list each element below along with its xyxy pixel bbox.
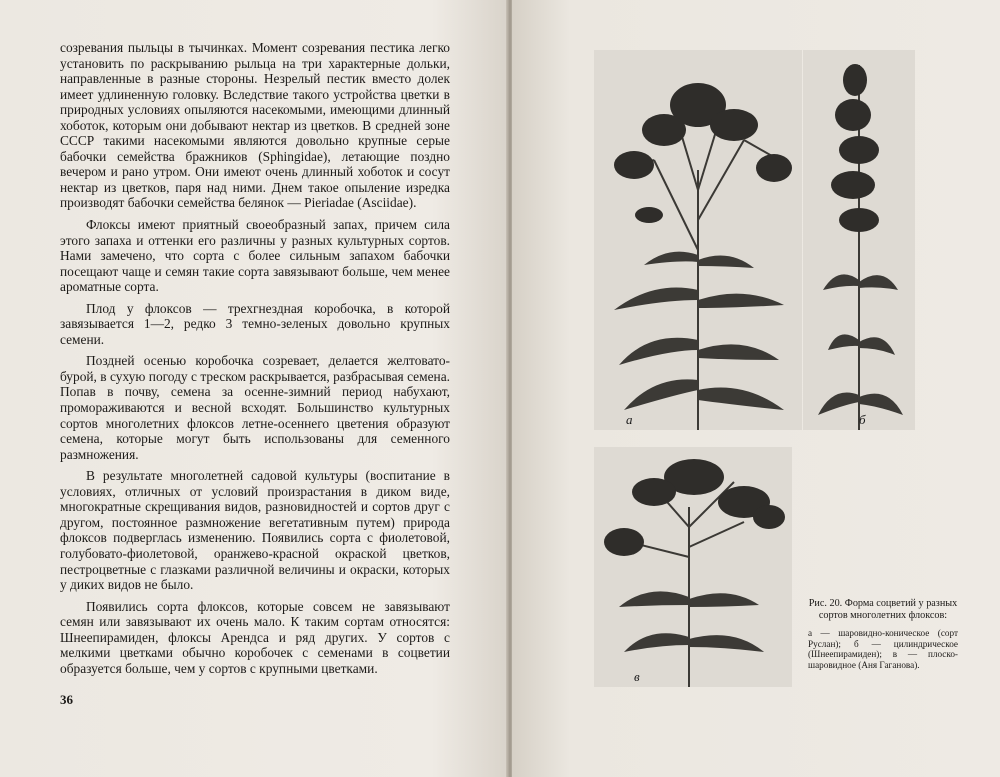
paragraph-6: Появились сорта флоксов, которые совсем не завязывают семян или завязывают их очень мало. К таким сортам относятся: Шнеепирамиден, флоксы Арендса и ряд других. У сортов с мелкими цветками обычно коробочек с семенами в соцветии образуется больше, чем у сортов с крупными цветками. bbox=[60, 598, 450, 676]
paragraph-5: В результате многолетней садовой культуры (воспитание в условиях, отличных от условий произрастания в диком виде, многократные скрещивания видов, разновидностей и сортов друг с другом, постоянное размножение вегетативным путем) природа флоксов подверглась изменению. Появились сорта с фиолетовой, голубовато-фиолетовой, оранжево-красной окраской цветков, пестроцветные с глазками различной величины и окраски, которых у диких видов не было. bbox=[60, 468, 450, 593]
paragraph-1: созревания пыльцы в тычинках. Момент созревания пестика легко установить по раскрыванию рыльца на три характерные дольки, направленные в разные стороны. Незрелый пестик вместо долек имеет удлиненную головку. Вследствие такого устройства цветки в природных условиях опыляются насекомыми, имеющими длинный хоботок, которым они добывают нектар из цветков. В средней зоне СССР такими насекомыми являются довольно крупные серые бабочки семейства бражников (Sphingidae), летающие поздно вечером и рано утром. Они имеют очень длинный хоботок и сосут нектар из цветков, паря над ними. Днем такое опыление изредка производят бабочки семейства белянок — Pieriadae (Asciidae). bbox=[60, 40, 450, 211]
photo-c-label: в bbox=[634, 669, 640, 684]
photo-a-label: а bbox=[626, 412, 633, 427]
figure-caption-description: а — шаровидно-коническое (сорт Руслан); б — цилиндрическое (Шнеепирамиден); в — плоско-шаровидное (Аня Гаганова). bbox=[808, 628, 958, 670]
photo-a-phlox-inflorescence bbox=[594, 50, 802, 430]
figure-caption-title: Рис. 20. Форма соцветий у разных сортов многолетних флоксов: bbox=[808, 598, 958, 621]
page-number: 36 bbox=[60, 692, 73, 707]
paragraph-2: Флоксы имеют приятный своеобразный запах, причем сила этого запаха и оттенки его различны у разных культурных сортов. Нами замечено, что сорта с более сильным запахом бабочки посещают чаще и семян такие сорта завязывают больше, чем менее ароматные сорта. bbox=[60, 217, 450, 295]
left-page-text bbox=[60, 40, 450, 682]
photo-b-phlox-inflorescence bbox=[803, 50, 915, 430]
figure-caption bbox=[808, 598, 958, 670]
paragraph-3: Плод у флоксов — трехгнездная коробочка, в которой завязывается 1—2, редко 3 темно-зеленых довольно крупных семени. bbox=[60, 300, 450, 347]
photo-b-label: б bbox=[859, 412, 866, 427]
photo-c-phlox-inflorescence bbox=[594, 447, 792, 687]
paragraph-4: Поздней осенью коробочка созревает, делается желтовато-бурой, в сухую погоду с треском раскрывается, разбрасывая семена. Попав в почву, семена за осенне-зимний период набухают, промораживаются и весной всходят. Большинство культурных сортов многолетних флоксов летне-осеннего цветения образуют семена, которые могут быть использованы для семенного размножения. bbox=[60, 353, 450, 462]
